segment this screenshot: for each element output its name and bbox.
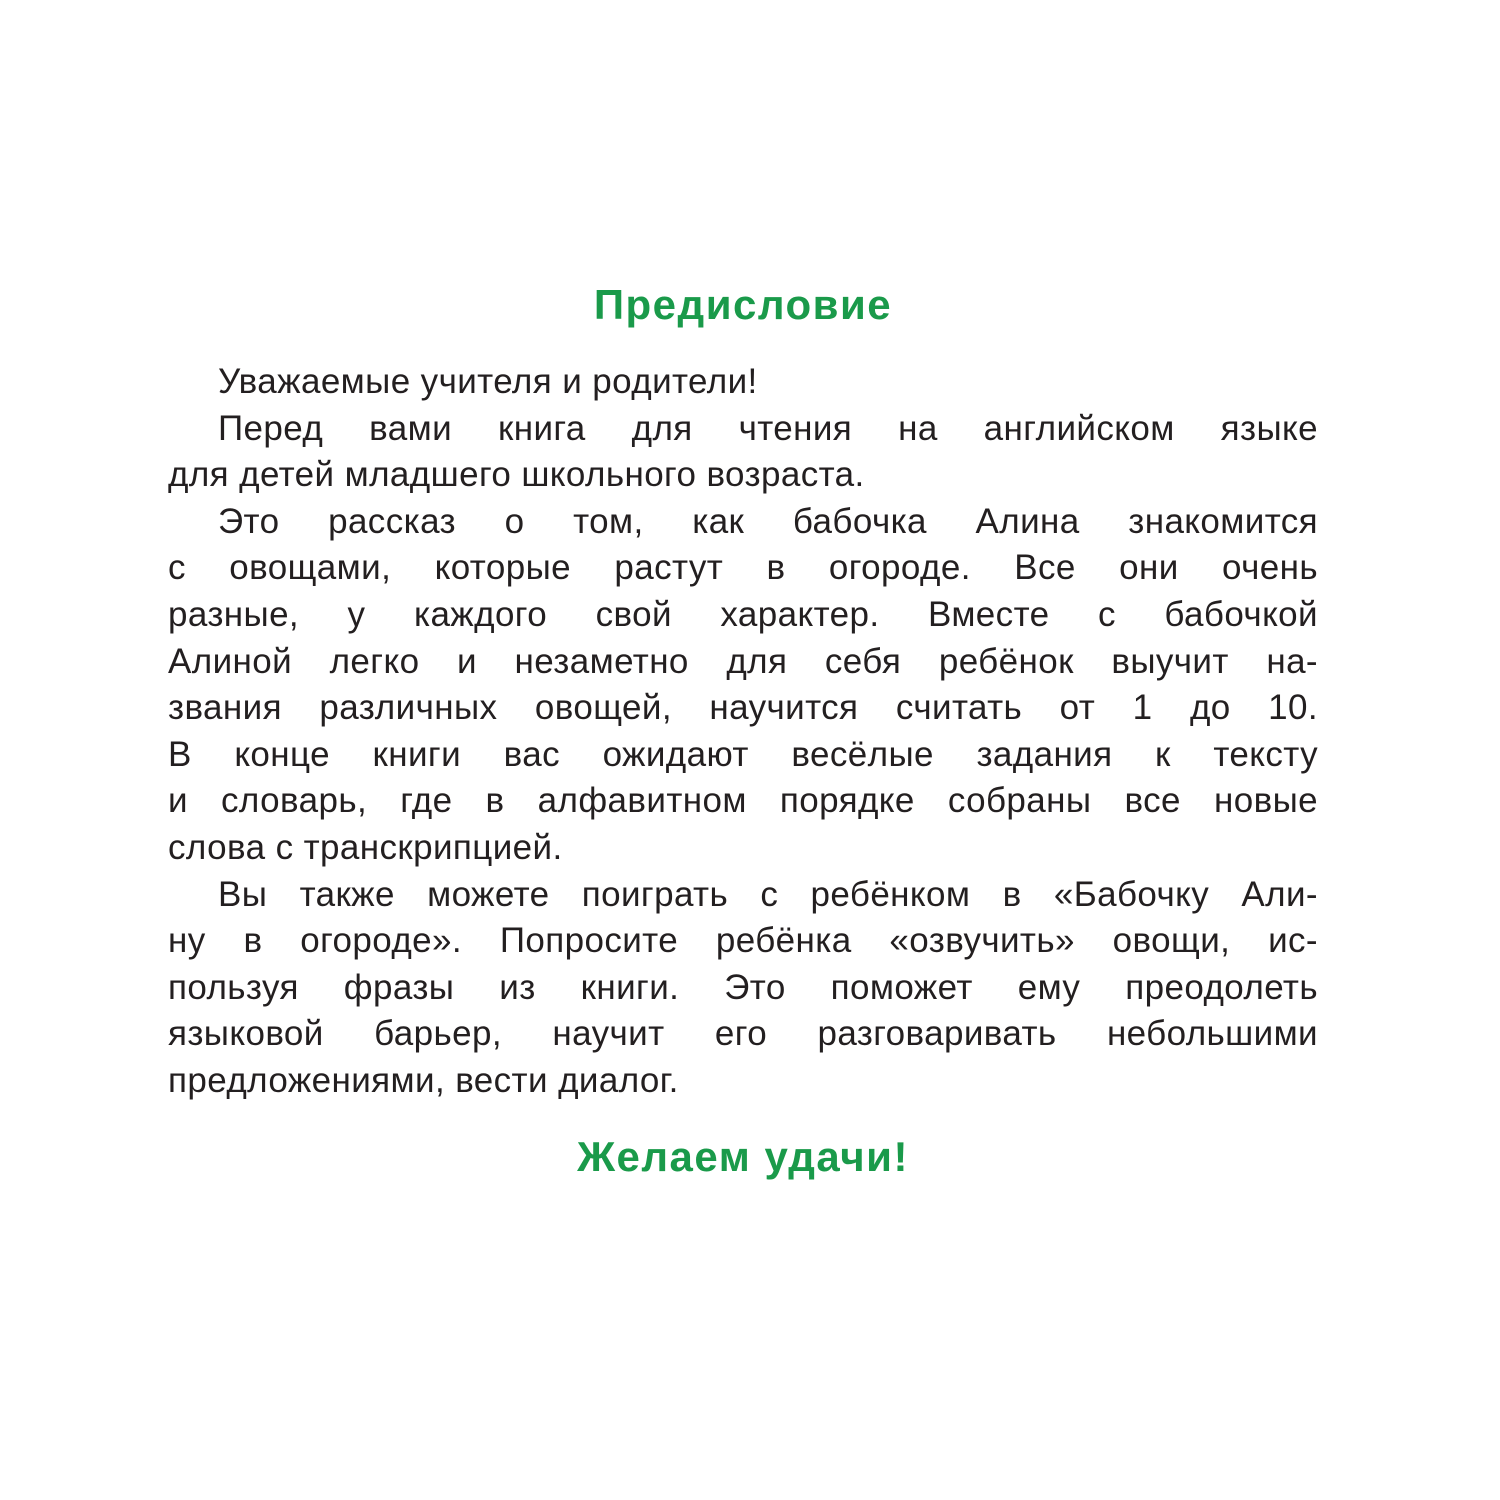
text-line: предложениями, вести диалог.: [168, 1060, 679, 1100]
text-line: и словарь, где в алфавитном порядке собраны все новые: [168, 781, 1318, 821]
preface-body: [168, 359, 1318, 1105]
text-line: Вы также можете поиграть с ребёнком в «Бабочку Али-: [218, 874, 1318, 914]
text-line: слова с транскрипцией.: [168, 827, 563, 867]
text-line: с овощами, которые растут в огороде. Все они очень: [168, 548, 1318, 588]
text-line: Алиной легко и незаметно для себя ребёнок выучит на-: [168, 641, 1318, 681]
text-line: для детей младшего школьного возраста.: [168, 455, 865, 495]
text-line: звания различных овощей, научится считать от 1 до 10.: [168, 688, 1318, 728]
text-line: Уважаемые учителя и родители!: [218, 362, 758, 401]
text-line: ну в огороде». Попросите ребёнка «озвучить» овощи, ис-: [168, 921, 1318, 961]
text-line: Перед вами книга для чтения на английском языке: [218, 408, 1318, 448]
text-line: Это рассказ о том, как бабочка Алина знакомится: [218, 501, 1318, 541]
closing-wish: Желаем удачи!: [577, 1133, 909, 1180]
text-line: разные, у каждого свой характер. Вместе с бабочкой: [168, 594, 1318, 634]
page-title: Предисловие: [593, 281, 893, 328]
text-line: языковой барьер, научит его разговаривать небольшими: [168, 1014, 1318, 1054]
text-line: пользуя фразы из книги. Это поможет ему преодолеть: [168, 967, 1318, 1007]
text-line: В конце книги вас ожидают весёлые задания к тексту: [168, 734, 1318, 774]
